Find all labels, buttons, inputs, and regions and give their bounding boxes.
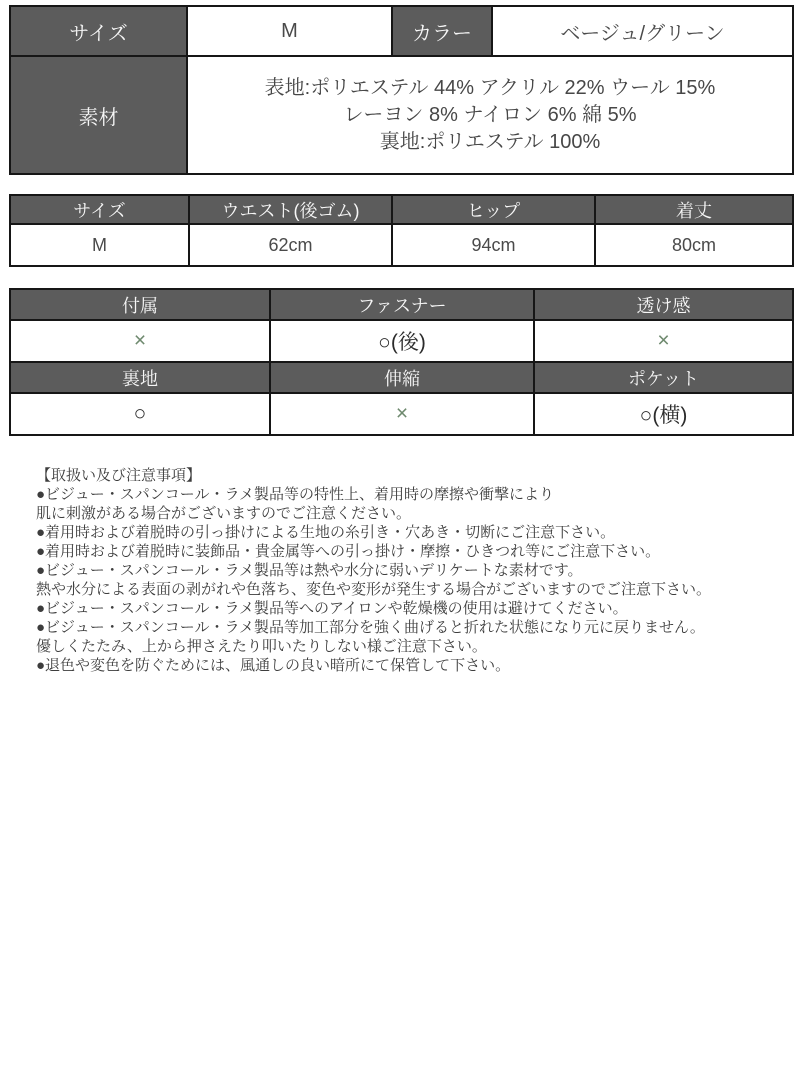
material-line: 表地:ポリエステル 44% アクリル 22% ウール 15% [264, 76, 716, 99]
feature-header-fastener: ファスナー [270, 289, 534, 320]
care-note-line: ●ビジュー・スパンコール・ラメ製品等へのアイロンや乾燥機の使用は避けてください。 [36, 600, 628, 617]
table-row [10, 224, 793, 266]
measure-value-length: 80cm [595, 224, 793, 266]
color-label: カラー [392, 6, 492, 56]
feature-header-pocket: ポケット [534, 362, 793, 393]
care-note-line: ●退色や変色を防ぐためには、風通しの良い暗所にて保管して下さい。 [36, 657, 511, 674]
measure-header-waist: ウエスト(後ゴム) [189, 195, 392, 224]
care-notes-section [9, 466, 792, 675]
measure-header-hip: ヒップ [392, 195, 595, 224]
feature-header-lining: 裏地 [10, 362, 270, 393]
table-row [10, 195, 793, 224]
feature-header-sheerness: 透け感 [534, 289, 793, 320]
measurements-table [9, 194, 794, 267]
feature-value-accessory: × [10, 320, 270, 362]
size-label: サイズ [10, 6, 187, 56]
care-notes-title: 【取扱い及び注意事項】 [36, 467, 202, 484]
measure-header-size: サイズ [10, 195, 189, 224]
material-value [187, 56, 793, 174]
table-row [10, 320, 793, 362]
color-value: ベージュ/グリーン [492, 6, 793, 56]
feature-value-sheerness: × [534, 320, 793, 362]
measure-value-size: M [10, 224, 189, 266]
care-note-line: ●ビジュー・スパンコール・ラメ製品等は熱や水分に弱いデリケートな素材です。 [36, 562, 583, 579]
feature-value-lining: ○ [10, 393, 270, 435]
material-line: レーヨン 8% ナイロン 6% 綿 5% [343, 103, 637, 126]
care-note-line: 優しくたたみ、上から押さえたり叩いたりしない様ご注意下さい。 [36, 638, 487, 655]
spec-table [9, 5, 794, 175]
feature-value-fastener: ○(後) [270, 320, 534, 362]
care-note-line: 熱や水分による表面の剥がれや色落ち、変色や変形が発生する場合がございますのでご注意下さい。 [36, 581, 712, 598]
table-row [10, 6, 793, 56]
material-label: 素材 [10, 56, 187, 174]
material-line: 裏地:ポリエステル 100% [379, 130, 601, 153]
table-row [10, 362, 793, 393]
feature-value-stretch: × [270, 393, 534, 435]
care-note-line: ●ビジュー・スパンコール・ラメ製品等加工部分を強く曲げると折れた状態になり元に戻りません。 [36, 619, 705, 636]
feature-header-stretch: 伸縮 [270, 362, 534, 393]
care-note-line: ●着用時および着脱時に装飾品・貴金属等への引っ掛け・摩擦・ひきつれ等にご注意下さい。 [36, 543, 661, 560]
feature-value-pocket: ○(横) [534, 393, 793, 435]
table-row [10, 56, 793, 174]
care-note-line: ●ビジュー・スパンコール・ラメ製品等の特性上、着用時の摩擦や衝撃により [36, 486, 555, 503]
table-row [10, 393, 793, 435]
size-value: M [187, 6, 392, 56]
table-row [10, 289, 793, 320]
feature-header-accessory: 付属 [10, 289, 270, 320]
measure-header-length: 着丈 [595, 195, 793, 224]
measure-value-waist: 62cm [189, 224, 392, 266]
features-table [9, 288, 794, 436]
care-note-line: 肌に刺激がある場合がございますのでご注意ください。 [36, 505, 412, 522]
care-note-line: ●着用時および着脱時の引っ掛けによる生地の糸引き・穴あき・切断にご注意下さい。 [36, 524, 616, 541]
measure-value-hip: 94cm [392, 224, 595, 266]
